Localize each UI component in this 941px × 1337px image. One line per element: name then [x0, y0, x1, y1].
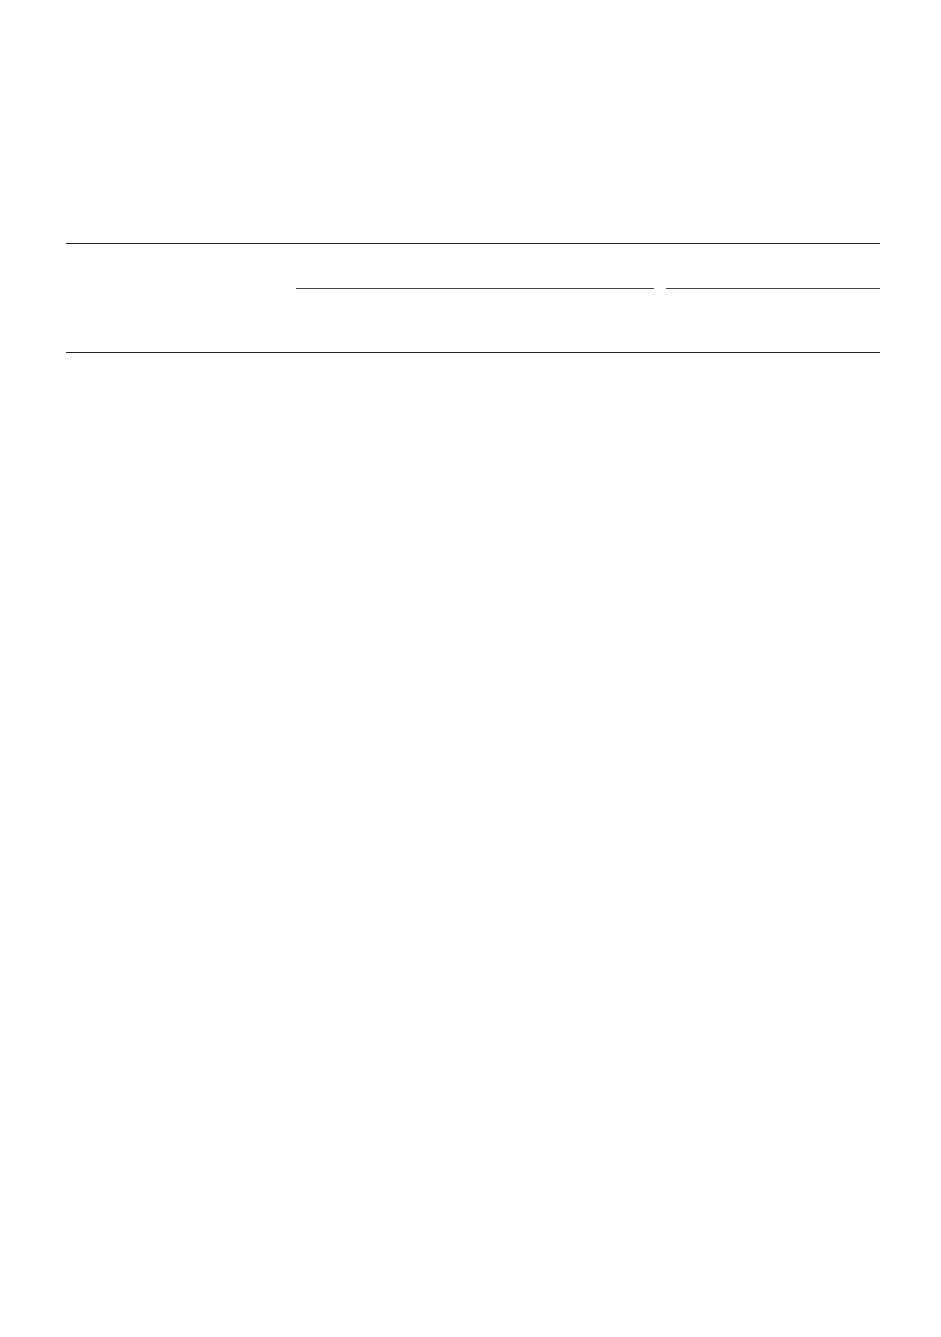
- buffalo-group-rule: [666, 288, 880, 289]
- cattle-group-rule: [296, 288, 654, 289]
- header-top-rule: [66, 243, 880, 244]
- header-bottom-rule: [66, 352, 880, 353]
